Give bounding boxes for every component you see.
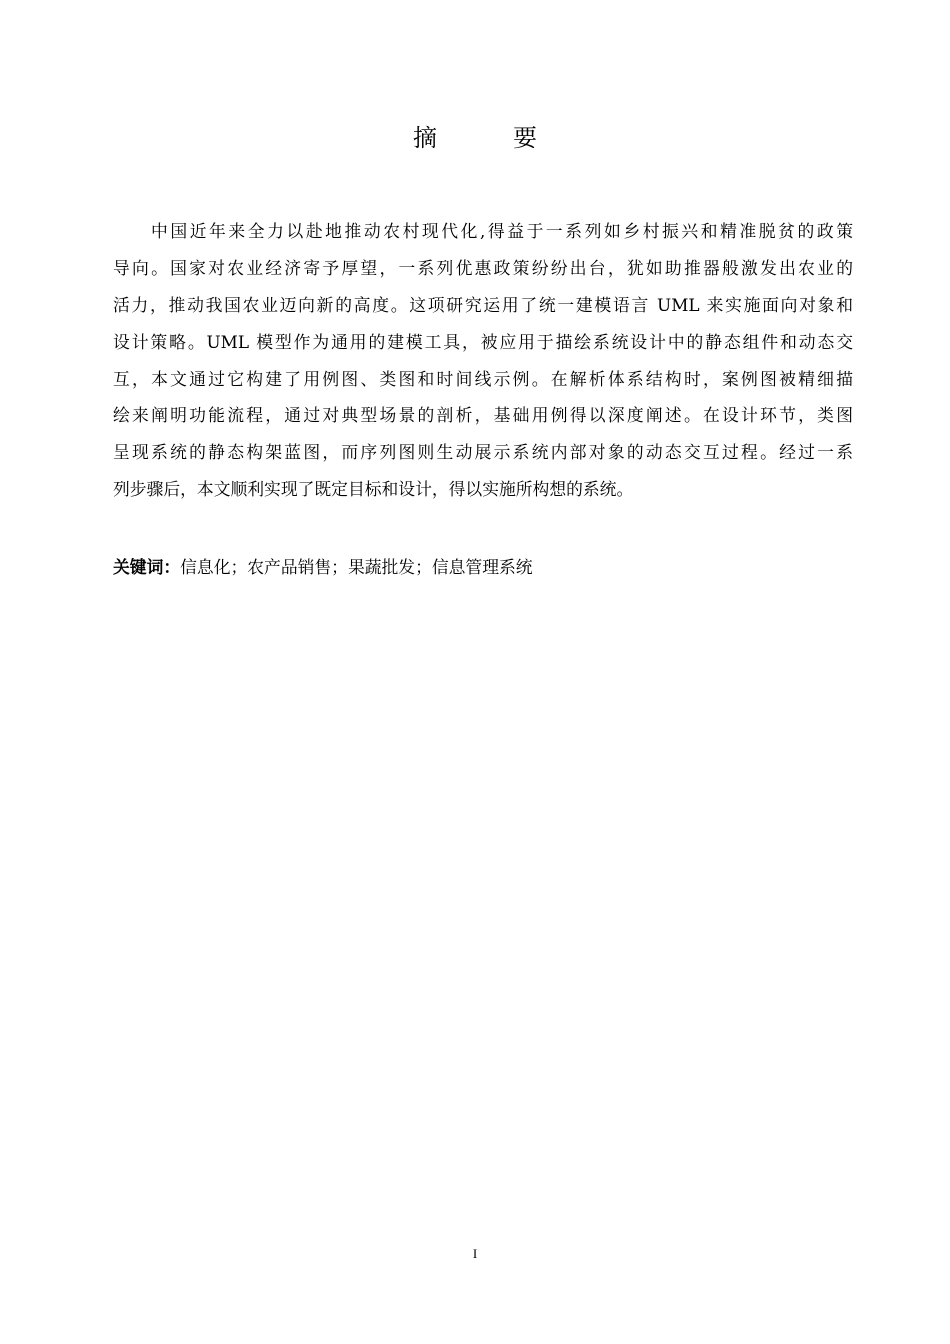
abstract-line: 设计策略。UML 模型作为通用的建模工具，被应用于描绘系统设计中的静态组件和动态交 bbox=[113, 331, 853, 352]
abstract-line: 中国近年来全力以赴地推动农村现代化,得益于一系列如乡村振兴和精准脱贫的政策 bbox=[151, 221, 853, 241]
keywords-items: 信息化；农产品销售；果蔬批发；信息管理系统 bbox=[180, 557, 533, 577]
keywords-label: 关键词： bbox=[113, 557, 181, 577]
abstract-line: 导向。国家对农业经济寄予厚望，一系列优惠政策纷纷出台，犹如助推器般激发出农业的 bbox=[113, 257, 853, 278]
abstract-line: 列步骤后，本文顺利实现了既定目标和设计，得以实施所构想的系统。 bbox=[113, 479, 634, 500]
abstract-body bbox=[113, 213, 853, 508]
page-number: I bbox=[472, 1246, 478, 1261]
abstract-line: 活力，推动我国农业迈向新的高度。这项研究运用了统一建模语言 UML 来实施面向对象和 bbox=[113, 294, 853, 315]
keywords bbox=[113, 551, 533, 583]
abstract-line: 呈现系统的静态构架蓝图，而序列图则生动展示系统内部对象的动态交互过程。经过一系 bbox=[113, 442, 853, 463]
page-title: 摘 要 bbox=[413, 124, 563, 152]
abstract-line: 互，本文通过它构建了用例图、类图和时间线示例。在解析体系结构时，案例图被精细描 bbox=[113, 368, 853, 389]
abstract-line: 绘来阐明功能流程，通过对典型场景的剖析，基础用例得以深度阐述。在设计环节，类图 bbox=[113, 405, 853, 426]
